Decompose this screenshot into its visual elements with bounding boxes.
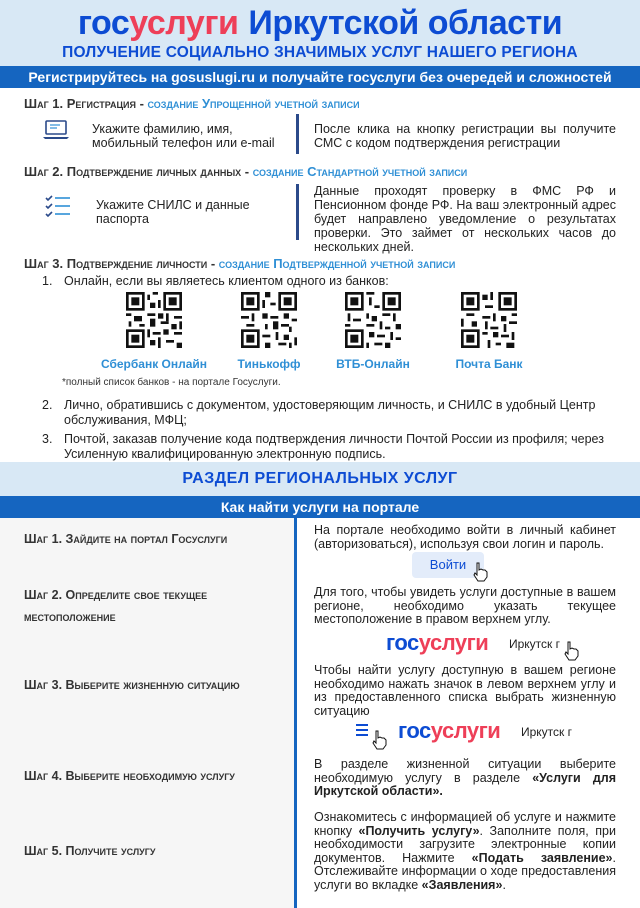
page-subtitle: ПОЛУЧЕНИЕ СОЦИАЛЬНО ЗНАЧИМЫХ УСЛУГ НАШЕГО РЕГИОНА — [62, 44, 578, 61]
step1-highlight: создание Упрощенной учетной записи — [147, 96, 360, 111]
banks-note: *полный список банков - на портале Госуслуги. — [62, 377, 281, 388]
step3-item3-text: Почтой, заказав получение кода подтверждения личности Почтой России из профиля; через Усиленную квалифицированную электронную подпись. — [64, 432, 604, 461]
login-button[interactable]: Войти — [412, 552, 484, 578]
regional-step1-text: На портале необходимо войти в личный кабинет (авторизоваться), используя свои логин и пароль. — [314, 523, 616, 551]
step3-item1-text: Онлайн, если вы являетесь клиентом одного из банков: — [64, 274, 389, 288]
brand-uslugi: услуги — [129, 4, 239, 42]
location-label: Иркутск г — [521, 725, 573, 739]
step3-title — [24, 256, 455, 271]
hand-cursor-icon — [472, 562, 488, 582]
step1-title — [24, 96, 360, 111]
logo-gos: гос — [386, 630, 419, 655]
step3-item3 — [42, 432, 624, 462]
bank-vtb[interactable]: ВТБ-Онлайн — [336, 357, 410, 371]
step3-item1 — [42, 274, 624, 289]
item-number: 1. — [42, 274, 53, 288]
step2-right-text: Данные проходят проверку в ФМС РФ и Пенсионном фонде РФ. На ваш электронный адрес будет направлено уведомление о результатах проверки. Это займет от нескольких часов до нескольких дней. — [314, 184, 616, 254]
brand-region: Иркутской области — [248, 4, 563, 42]
qr-code-sberbank[interactable] — [126, 292, 182, 348]
regional-step4-text — [314, 758, 616, 799]
step5-t3: . Заполните поля, при необходимости загрузите электронные копии документов. Нажмите — [314, 823, 616, 865]
regional-step4-text-a: В разделе жизненной ситуации выберите необходимую услугу в разделе — [314, 757, 616, 785]
gosuslugi-logo — [398, 718, 500, 744]
regional-step1-title: Шаг 1. Зайдите на портал Госуслуги — [24, 532, 228, 546]
regional-step2-title-line2: местоположение — [24, 610, 116, 624]
laptop-icon — [42, 119, 70, 141]
step1-title-text: Шаг 1. Регистрация - — [24, 96, 148, 111]
location-selector[interactable]: Иркутск г — [509, 637, 561, 651]
step1-right-text: После клика на кнопку регистрации вы получите СМС с кодом подтверждения регистрации — [314, 122, 616, 150]
regional-step5-text — [314, 811, 616, 892]
logo-uslugi: услуги — [418, 630, 489, 655]
bank-tinkoff[interactable]: Тинькофф — [237, 357, 301, 371]
step3-highlight: создание Подтвержденной учетной записи — [218, 256, 456, 271]
qr-code-tinkoff[interactable] — [241, 292, 297, 348]
item-number: 2. — [42, 398, 53, 412]
step5-t1: Ознакомитесь с информацией об услуге и нажмите кнопку — [314, 810, 616, 838]
bank-sberbank[interactable]: Сбербанк Онлайн — [100, 357, 208, 371]
registration-banner: Регистрируйтесь на gosuslugi.ru и получайте госуслуги без очередей и сложностей — [0, 66, 640, 88]
regional-step3-text: Чтобы найти услугу доступную в вашем регионе необходимо нажать значок в левом верхнем углу и из предоставленного списка выбрать жизненную ситуацию — [314, 663, 616, 718]
checklist-icon — [44, 194, 72, 220]
qr-code-pochta-bank[interactable] — [461, 292, 517, 348]
step2-title-text: Шаг 2. Подтверждение личных данных - — [24, 164, 253, 179]
logo-gos: гос — [398, 718, 431, 743]
step3-item2-text: Лично, обратившись с документом, удостоверяющим личность, и СНИЛС в удобный Центр обслуживания, МФЦ; — [64, 398, 596, 427]
step5-t5: . Отслеживайте информации о ходе предоставления услуги во вкладке — [314, 850, 616, 892]
step5-t6: «Заявления» — [421, 877, 503, 892]
regional-step4-text-b: «Услуги для Иркутской области». — [314, 770, 617, 798]
step1-divider — [296, 114, 299, 154]
step2-title — [24, 164, 467, 179]
qr-code-vtb[interactable] — [345, 292, 401, 348]
item-number: 3. — [42, 432, 53, 446]
step5-t7: . — [502, 877, 506, 892]
regional-step2-title-line1: Шаг 2. Определите свое текущее — [24, 588, 208, 602]
step5-t4: «Подать заявление» — [471, 850, 613, 865]
hand-cursor-icon — [371, 730, 387, 750]
step2-left-text: Укажите СНИЛС и данные паспорта — [96, 198, 250, 226]
step5-t2: «Получить услугу» — [358, 823, 480, 838]
step3-title-text: Шаг 3. Подтверждение личности - — [24, 256, 219, 271]
step2-divider — [296, 184, 299, 240]
regional-step2-title — [24, 584, 207, 628]
gosuslugi-logo — [386, 630, 488, 656]
step3-item2 — [42, 398, 624, 428]
hand-cursor-icon — [563, 641, 579, 661]
regional-step4-title: Шаг 4. Выберите необходимую услугу — [24, 769, 235, 783]
regional-step2-text: Для того, чтобы увидеть услуги доступные в вашем регионе, необходимо указать текущее местоположение в правом верхнем углу. — [314, 585, 616, 626]
step1-left-text: Укажите фамилию, имя, мобильный телефон или e-mail — [92, 122, 275, 150]
regional-step5-title: Шаг 5. Получите услугу — [24, 844, 156, 858]
step2-highlight: создание Стандартной учетной записи — [252, 164, 468, 179]
bank-pochta[interactable]: Почта Банк — [455, 357, 523, 371]
regional-step3-title: Шаг 3. Выберите жизненную ситуацию — [24, 678, 240, 692]
logo-uslugi: услуги — [430, 718, 501, 743]
regional-section-title: РАЗДЕЛ РЕГИОНАЛЬНЫХ УСЛУГ — [0, 462, 640, 496]
how-to-find-bar: Как найти услуги на портале — [0, 496, 640, 518]
header — [0, 0, 640, 66]
brand-title — [0, 4, 640, 43]
brand-gos: гос — [77, 4, 130, 42]
column-divider — [294, 518, 297, 908]
